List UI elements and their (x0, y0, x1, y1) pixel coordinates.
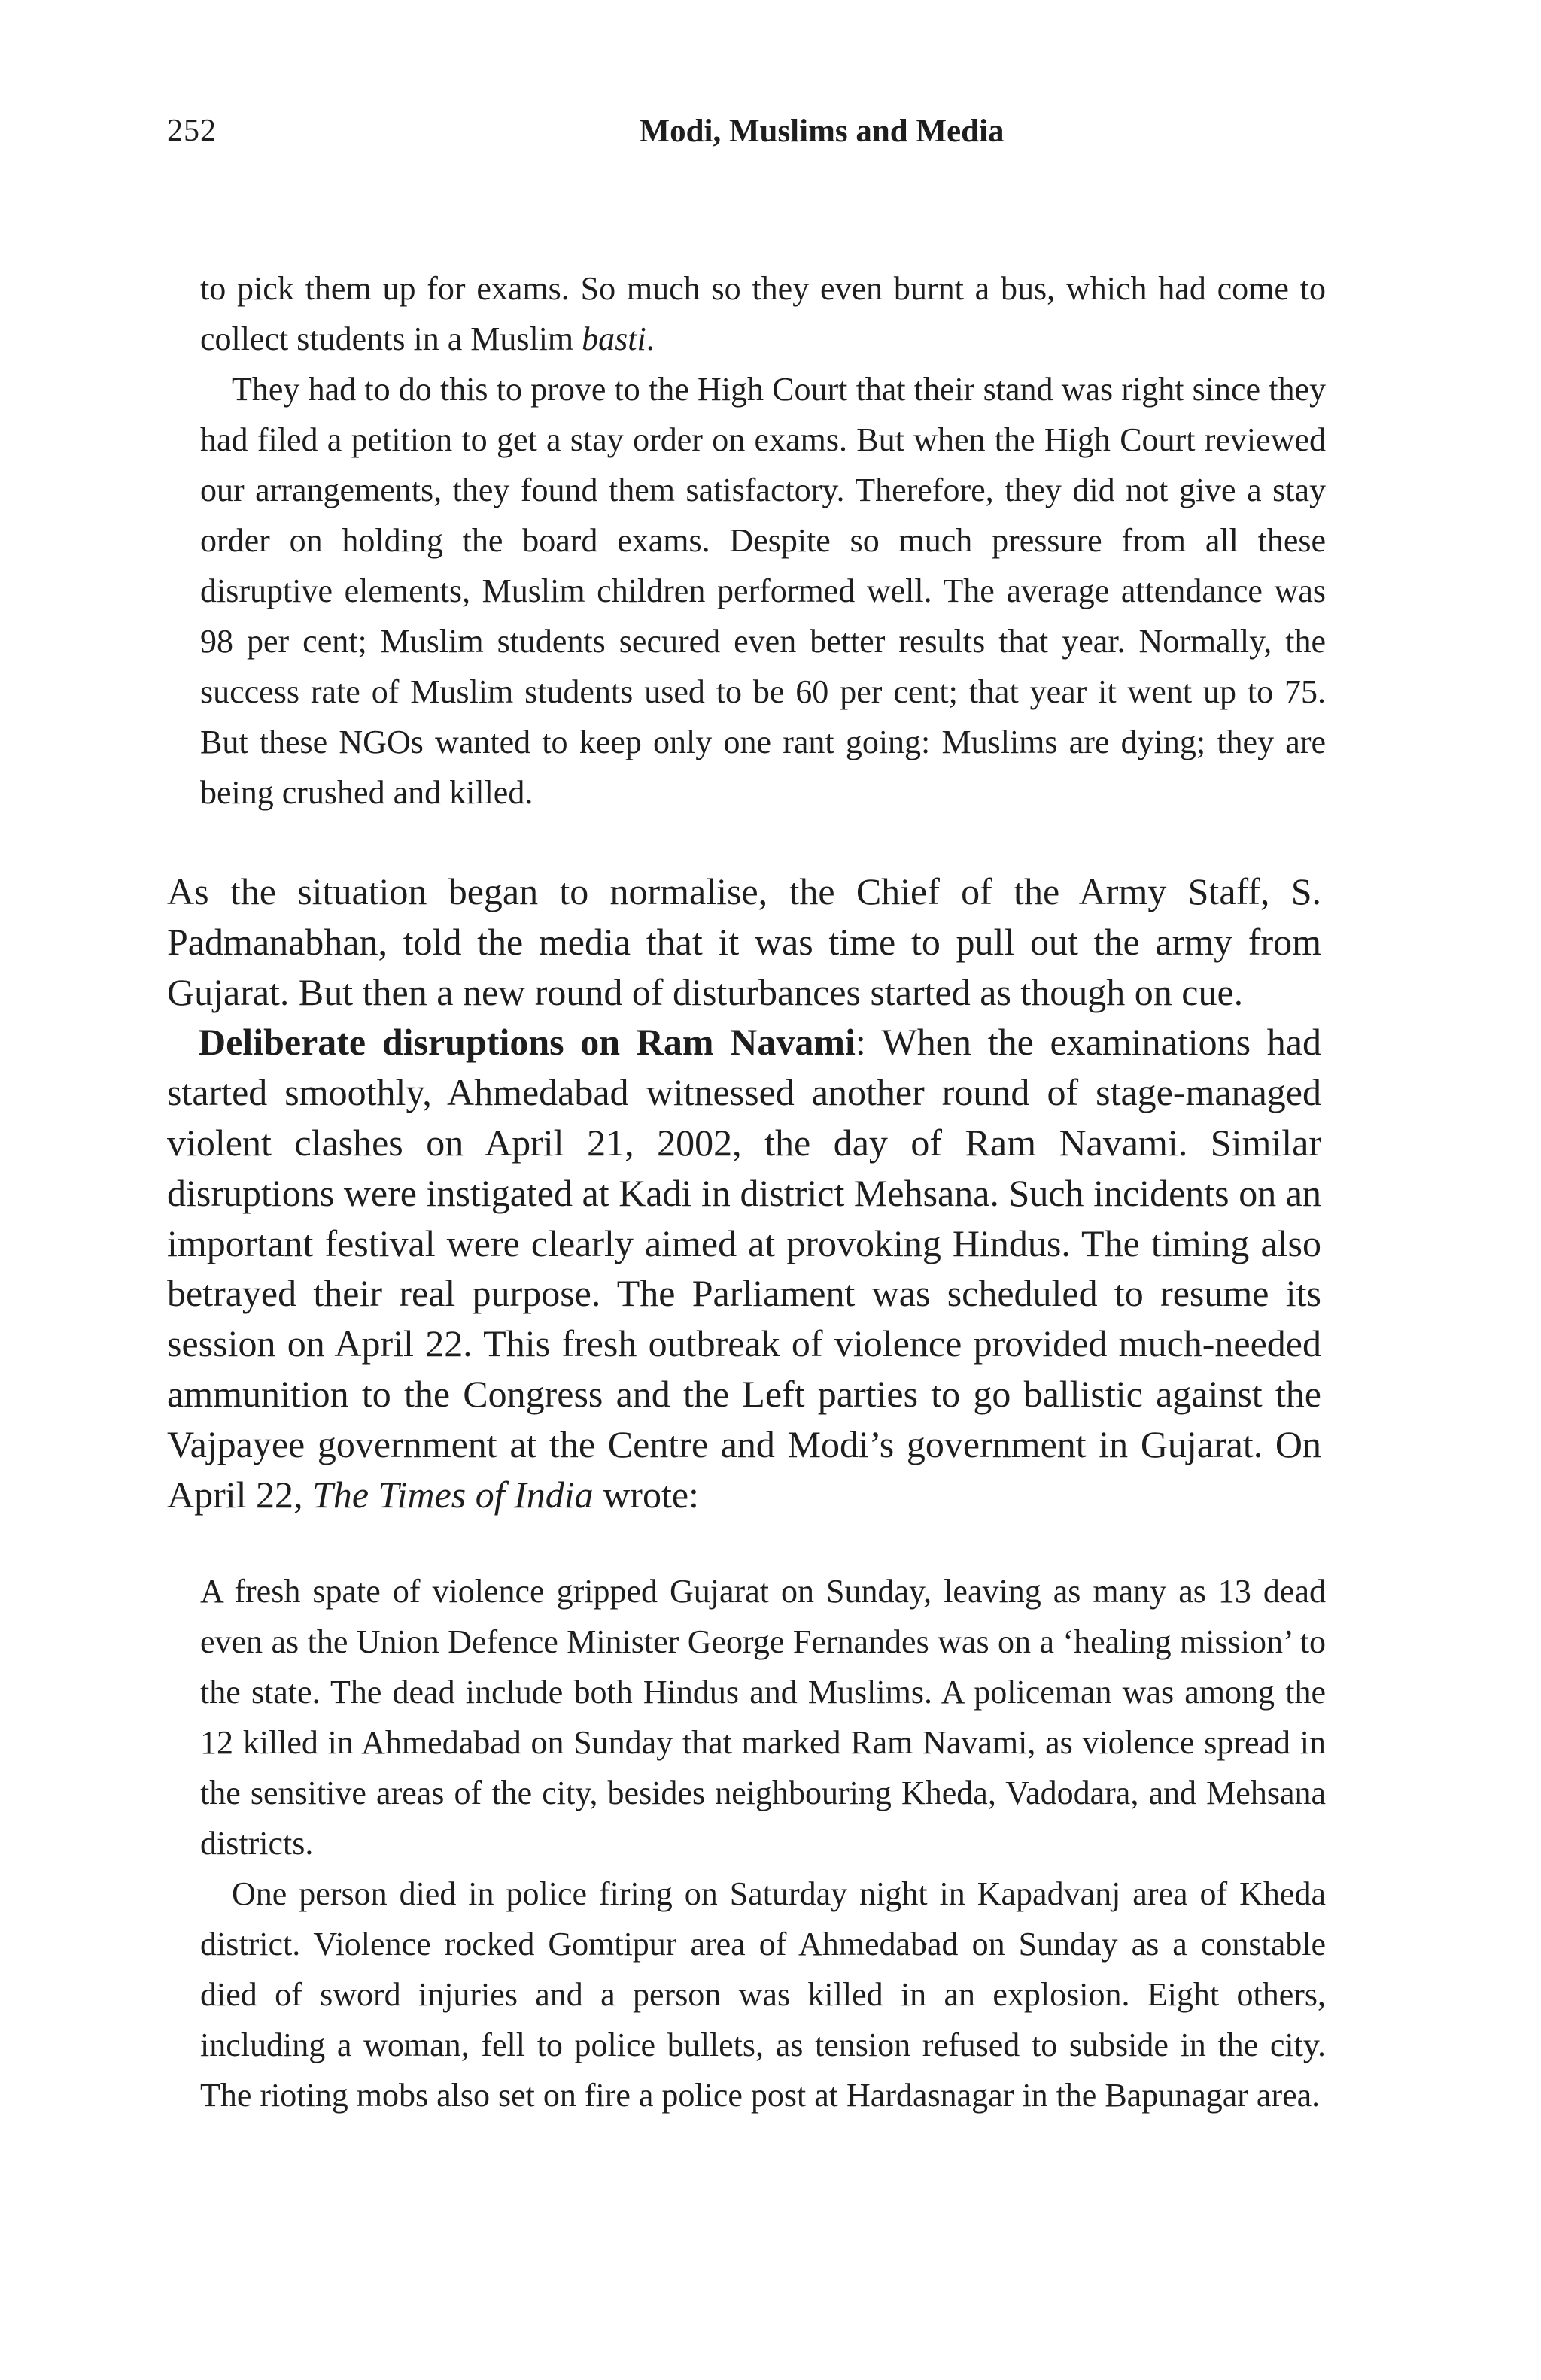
body-paragraph: As the situation began to normalise, the Chief of the Army Staff, S. Padmanabhan, told the media that it was time to pull out the army from Gujarat. But then a new round of disturbances started as though on cue. (167, 870, 1321, 1013)
block-quote-newspaper (200, 1566, 1326, 2120)
quote-paragraph: A fresh spate of violence gripped Gujarat on Sunday, leaving as many as 13 dead even as the Union Defence Minister George Fernandes was on a ‘healing mission’ to the state. The dead include both Hindus and Muslims. A policeman was among the 12 killed in Ahmedabad on Sunday that marked Ram Navami, as violence spread in the sensitive areas of the city, besides neighbouring Kheda, Vadodara, and Mehsana districts. (200, 1573, 1326, 1862)
quote-punctuation: . (646, 320, 655, 357)
body-text (167, 867, 1321, 1519)
body-paragraph (167, 1017, 1321, 1519)
body-text-run: : When the examinations had started smoothly, Ahmedabad witnessed another round of stage-managed violent clashes on April 21, 2002, the day of Ram Navami. Similar disruptions were instigated at Kadi in district Mehsana. Such incidents on an important festival were clearly aimed at provoking Hindus. The timing also betrayed their real purpose. The Parliament was scheduled to resume its session on April 22. This fresh outbreak of violence provided much-needed ammunition to the Congress and the Left parties to go ballistic against the Vajpayee government at the Centre and Modi’s government in Gujarat. On April 22, (167, 1021, 1321, 1516)
quote-paragraph: One person died in police firing on Saturday night in Kapadvanj area of Kheda district. Violence rocked Gomtipur area of Ahmedabad on Sunday as a constable died of sword injuries and a person was killed in an explosion. Eight others, including a woman, fell to police bullets, as tension refused to subside in the city. The rioting mobs also set on fire a police post at Hardasnagar in the Bapunagar area. (200, 1875, 1326, 2114)
italic-term: basti (582, 320, 646, 357)
running-title: Modi, Muslims and Media (639, 114, 1005, 149)
quote-paragraph (200, 263, 1326, 364)
quote-text: to pick them up for exams. So much so they even burnt a bus, which had come to collect students in a Muslim (200, 270, 1326, 357)
run-in-heading: Deliberate disruptions on Ram Navami (199, 1021, 856, 1064)
newspaper-title: The Times of India (312, 1473, 594, 1516)
body-text-run: wrote: (593, 1473, 699, 1516)
block-quote-interview (200, 263, 1326, 818)
page-header (167, 113, 1375, 165)
page-number: 252 (167, 114, 217, 148)
quote-paragraph: They had to do this to prove to the High Court that their stand was right since they had filed a petition to get a stay order on exams. But when the High Court reviewed our arrangements, they found them satisfactory. Therefore, they did not give a stay order on holding the board exams. Despite so much pressure from all these disruptive elements, Muslim children performed well. The average attendance was 98 per cent; Muslim students secured even better results that year. Normally, the success rate of Muslim students used to be 60 per cent; that year it went up to 75. But these NGOs wanted to keep only one rant going: Muslims are dying; they are being crushed and killed. (200, 371, 1326, 811)
